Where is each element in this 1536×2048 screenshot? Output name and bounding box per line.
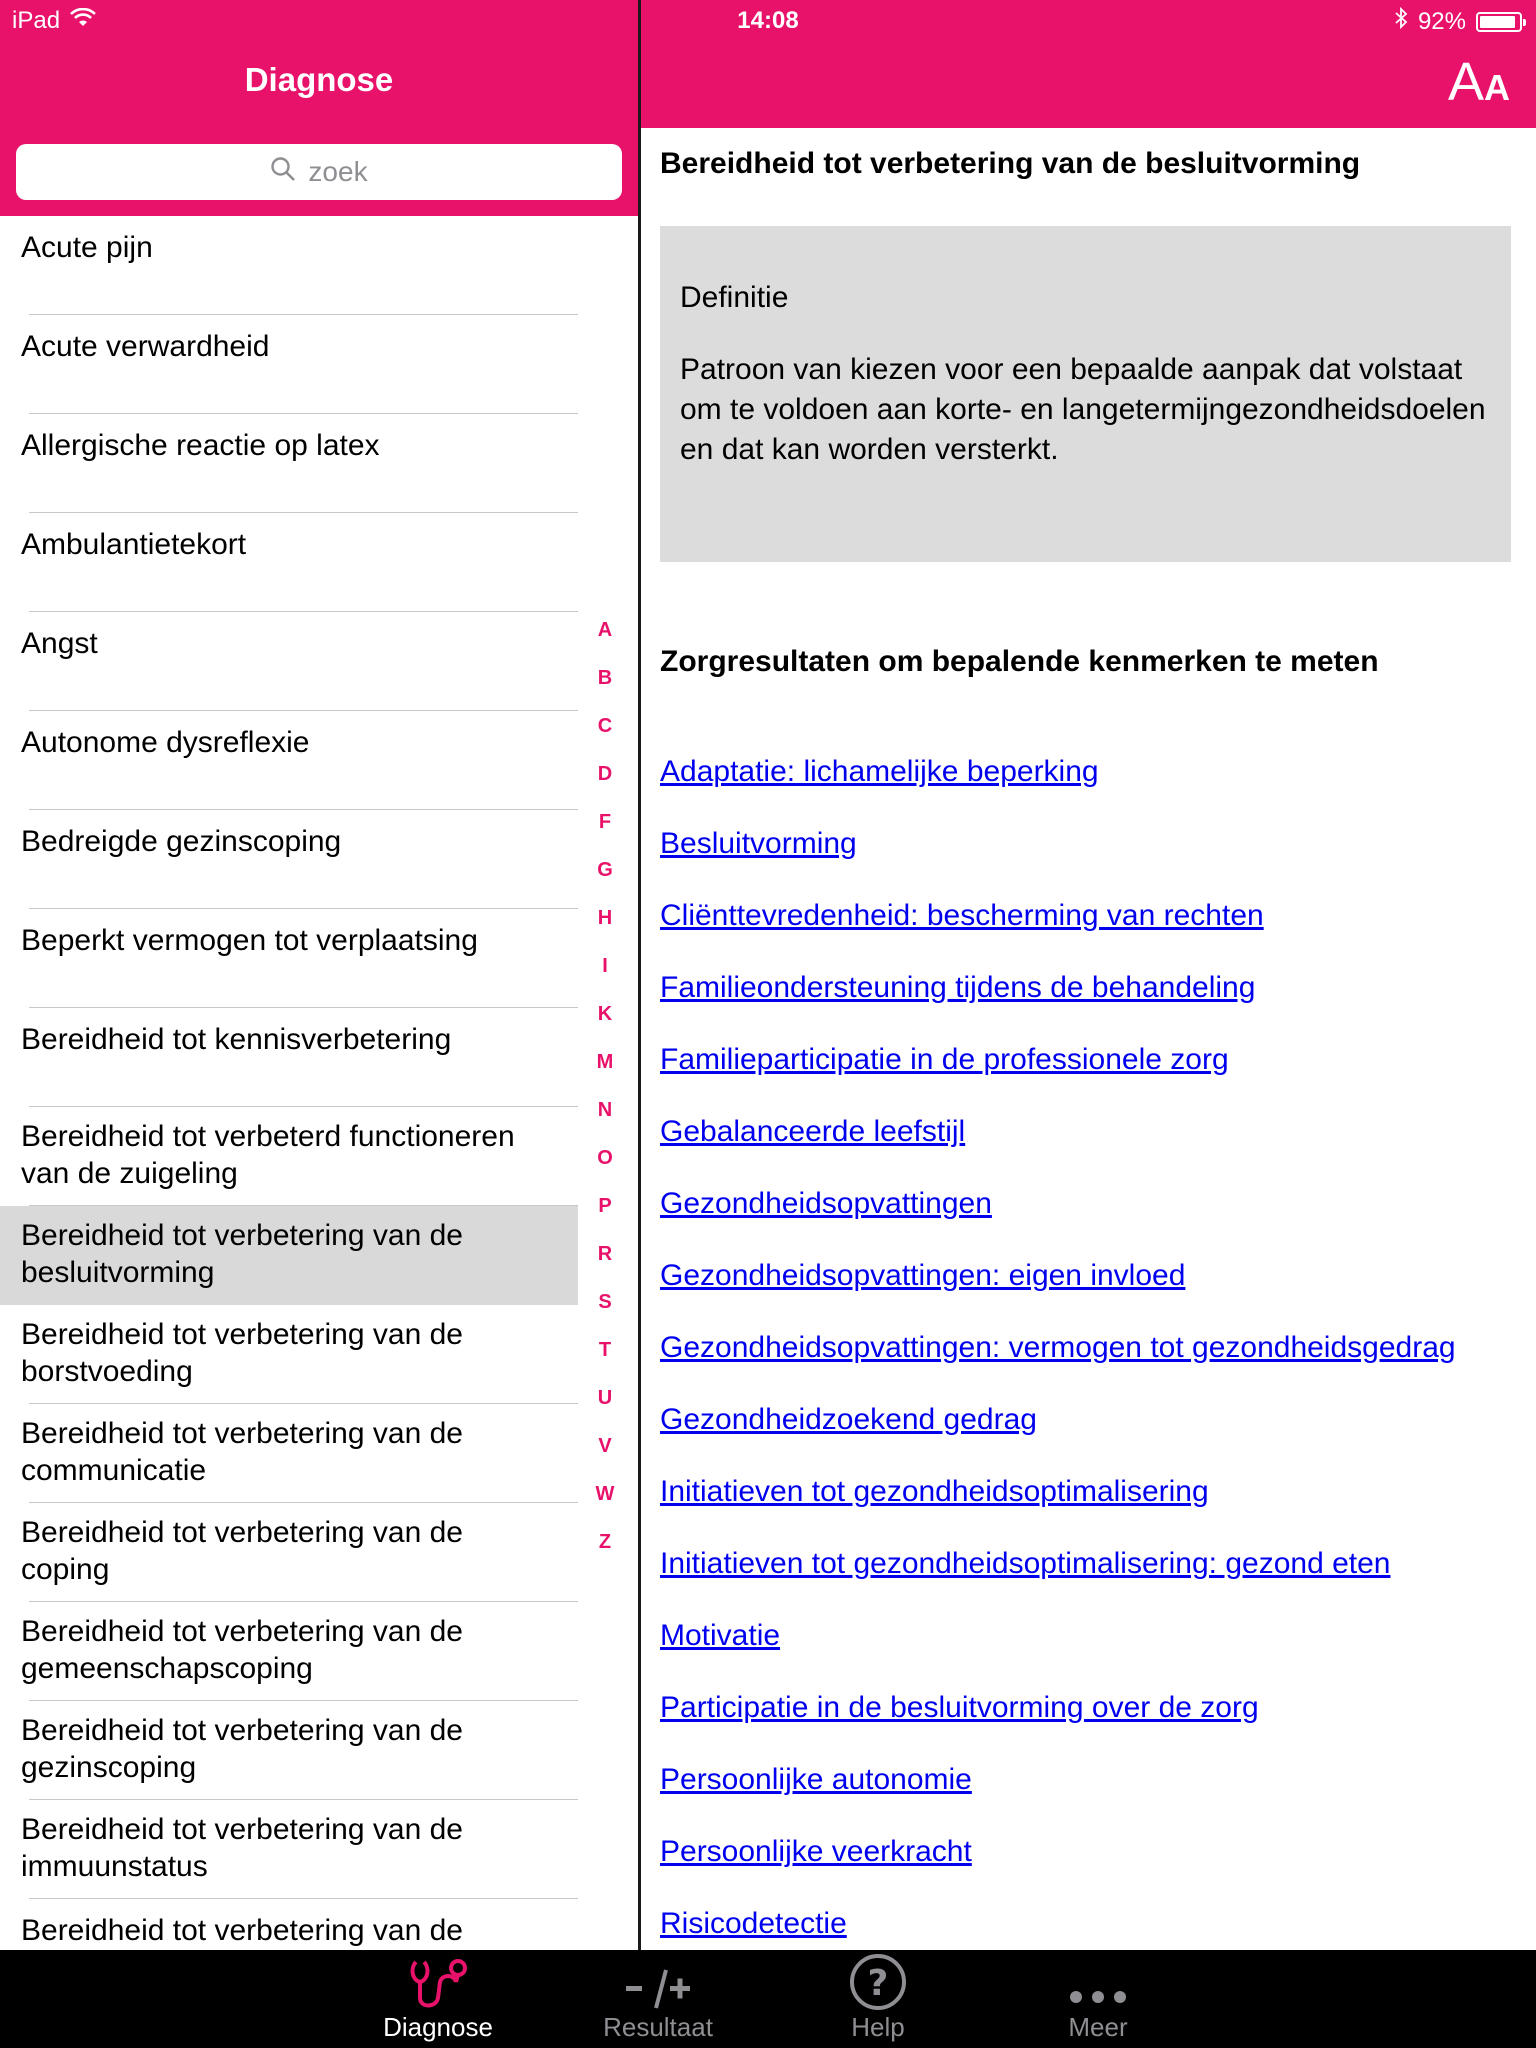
list-item-label: Acute verwardheid xyxy=(21,330,270,363)
search-input[interactable] xyxy=(16,144,622,200)
index-letter[interactable]: H xyxy=(597,907,613,929)
tab-help[interactable] xyxy=(808,1950,948,2043)
page-title: Diagnose xyxy=(244,61,394,98)
outcome-link[interactable]: Gebalanceerde leefstijl xyxy=(660,1115,966,1148)
search-icon xyxy=(270,156,296,189)
battery-percent: 92% xyxy=(1417,7,1466,35)
list-item[interactable] xyxy=(0,414,638,513)
status-time: 14:08 xyxy=(737,7,799,34)
outcome-link[interactable]: Initiatieven tot gezondheidsoptimalisering xyxy=(660,1475,1209,1508)
outcome-link[interactable]: Cliënttevredenheid: bescherming van rechten xyxy=(660,899,1264,932)
index-letter[interactable]: Z xyxy=(598,1531,612,1553)
list-item[interactable] xyxy=(0,513,638,612)
list-item-label: Autonome dysreflexie xyxy=(21,726,310,759)
tab-resultaat[interactable] xyxy=(588,1950,728,2043)
list-item[interactable] xyxy=(0,1800,638,1899)
index-letter[interactable]: U xyxy=(597,1387,613,1409)
outcome-link[interactable]: Besluitvorming xyxy=(660,827,857,860)
outcomes-heading: Zorgresultaten om bepalende kenmerken te meten xyxy=(660,645,1379,678)
list-item-label: Bereidheid tot verbetering van de xyxy=(21,1914,463,1947)
list-item-label: Ambulantietekort xyxy=(21,528,247,561)
definition-text: Patroon van kiezen voor een bepaalde aanpak dat volstaat om te voldoen aan korte- en langetermijngezondheidsdoelen en dat kan worden versterkt. xyxy=(680,353,1486,466)
tab-diagnose[interactable] xyxy=(368,1950,508,2043)
list-item-label: Angst xyxy=(21,627,98,660)
tab-meer[interactable] xyxy=(1028,1950,1168,2043)
tab-label: Resultaat xyxy=(603,2012,713,2042)
definition-label: Definitie xyxy=(680,281,789,314)
tab-label: Meer xyxy=(1068,2012,1128,2042)
index-letter[interactable]: G xyxy=(597,859,613,881)
split-divider xyxy=(638,0,641,1950)
list-item-label: Acute pijn xyxy=(21,231,153,264)
list-item[interactable] xyxy=(0,1899,638,1950)
outcome-link[interactable]: Familieparticipatie in de professionele zorg xyxy=(660,1043,1229,1076)
outcome-link[interactable]: Persoonlijke veerkracht xyxy=(660,1835,972,1868)
index-letter[interactable]: C xyxy=(597,715,613,737)
list-item[interactable] xyxy=(0,1602,638,1701)
index-letter[interactable]: O xyxy=(597,1147,613,1169)
outcome-link[interactable]: Adaptatie: lichamelijke beperking xyxy=(660,755,1099,788)
list-item[interactable] xyxy=(0,1008,638,1107)
diagnosis-list[interactable] xyxy=(0,216,638,1950)
list-item-label: Bereidheid tot verbetering van de gemeenschapscoping xyxy=(21,1615,463,1685)
outcome-link[interactable]: Motivatie xyxy=(660,1619,781,1652)
detail-title: Bereidheid tot verbetering van de besluitvorming xyxy=(660,147,1361,180)
index-letter[interactable]: N xyxy=(597,1099,613,1121)
list-item[interactable] xyxy=(0,1701,638,1800)
index-letter[interactable]: F xyxy=(598,811,612,833)
list-item[interactable] xyxy=(0,315,638,414)
index-letter[interactable]: V xyxy=(598,1435,612,1457)
tab-bar xyxy=(0,1950,1536,2048)
search-bar xyxy=(0,128,638,216)
list-item-label: Bereidheid tot verbetering van de coping xyxy=(21,1516,463,1586)
outcome-link[interactable]: Risicodetectie xyxy=(660,1907,847,1940)
list-item-label: Bereidheid tot kennisverbetering xyxy=(21,1023,452,1056)
index-letter[interactable]: B xyxy=(597,667,613,689)
list-item-label: Bereidheid tot verbetering van de communicatie xyxy=(21,1417,463,1487)
font-size-small-letter: A xyxy=(1484,67,1510,108)
font-size-button[interactable] xyxy=(1448,54,1510,116)
index-letter[interactable]: I xyxy=(602,955,608,977)
list-item-label: Bereidheid tot verbeterd functioneren van de zuigeling xyxy=(21,1120,515,1190)
font-size-large-letter: A xyxy=(1447,52,1484,112)
battery-icon xyxy=(1476,12,1522,32)
list-item[interactable] xyxy=(0,1107,638,1206)
definition-box xyxy=(660,226,1511,562)
list-item[interactable] xyxy=(0,1404,638,1503)
detail-content xyxy=(660,128,1520,1978)
more-dots-icon xyxy=(1028,1950,1168,2012)
left-navbar xyxy=(0,40,638,128)
list-item[interactable] xyxy=(0,1305,638,1404)
index-letter[interactable]: A xyxy=(597,619,613,641)
tab-label: Diagnose xyxy=(383,2012,493,2042)
index-letter[interactable]: R xyxy=(597,1243,613,1265)
index-letter[interactable]: S xyxy=(598,1291,612,1313)
list-item[interactable] xyxy=(0,216,638,315)
outcome-links xyxy=(660,754,1520,1978)
index-letter[interactable]: P xyxy=(598,1195,612,1217)
detail-navbar xyxy=(641,40,1536,128)
list-item-label: Bereidheid tot verbetering van de borstvoeding xyxy=(21,1318,463,1388)
minus-plus-icon xyxy=(588,1950,728,2012)
outcome-link[interactable]: Gezondheidsopvattingen: vermogen tot gezondheidsgedrag xyxy=(660,1331,1456,1364)
list-item[interactable] xyxy=(0,909,638,1008)
list-item[interactable] xyxy=(0,1206,578,1305)
stethoscope-icon xyxy=(368,1950,508,2012)
index-letter[interactable]: M xyxy=(596,1051,614,1073)
list-item-label: Beperkt vermogen tot verplaatsing xyxy=(21,924,478,957)
list-item[interactable] xyxy=(0,810,638,909)
list-item[interactable] xyxy=(0,1503,638,1602)
outcome-link[interactable]: Persoonlijke autonomie xyxy=(660,1763,972,1796)
alphabet-index[interactable] xyxy=(580,610,630,1570)
list-item-label: Allergische reactie op latex xyxy=(21,429,380,462)
device-name: iPad xyxy=(12,7,61,34)
outcome-link[interactable]: Participatie in de besluitvorming over de zorg xyxy=(660,1691,1259,1724)
list-item[interactable] xyxy=(0,711,638,810)
list-item-label: Bedreigde gezinscoping xyxy=(21,825,342,858)
index-letter[interactable]: K xyxy=(597,1003,613,1025)
outcome-link[interactable]: Initiatieven tot gezondheidsoptimalisering: gezond eten xyxy=(660,1547,1391,1580)
outcome-link[interactable]: Gezondheidsopvattingen xyxy=(660,1187,992,1220)
list-item-label: Bereidheid tot verbetering van de besluitvorming xyxy=(21,1219,463,1289)
outcome-link[interactable]: Gezondheidsopvattingen: eigen invloed xyxy=(660,1259,1186,1292)
question-circle-icon xyxy=(808,1950,948,2012)
index-letter[interactable]: T xyxy=(598,1339,612,1361)
index-letter[interactable]: W xyxy=(595,1483,615,1505)
outcome-link[interactable]: Familieondersteuning tijdens de behandeling xyxy=(660,971,1256,1004)
tab-label: Help xyxy=(851,2012,905,2042)
outcome-link[interactable]: Gezondheidzoekend gedrag xyxy=(660,1403,1037,1436)
index-letter[interactable]: D xyxy=(597,763,613,785)
list-item[interactable] xyxy=(0,612,638,711)
list-item-label: Bereidheid tot verbetering van de gezinscoping xyxy=(21,1714,463,1784)
svg-text:?: ? xyxy=(867,1963,889,2004)
bluetooth-icon xyxy=(1394,7,1408,36)
status-bar xyxy=(0,0,1536,40)
search-placeholder: zoek xyxy=(308,156,368,187)
list-item-label: Bereidheid tot verbetering van de immuunstatus xyxy=(21,1813,463,1883)
